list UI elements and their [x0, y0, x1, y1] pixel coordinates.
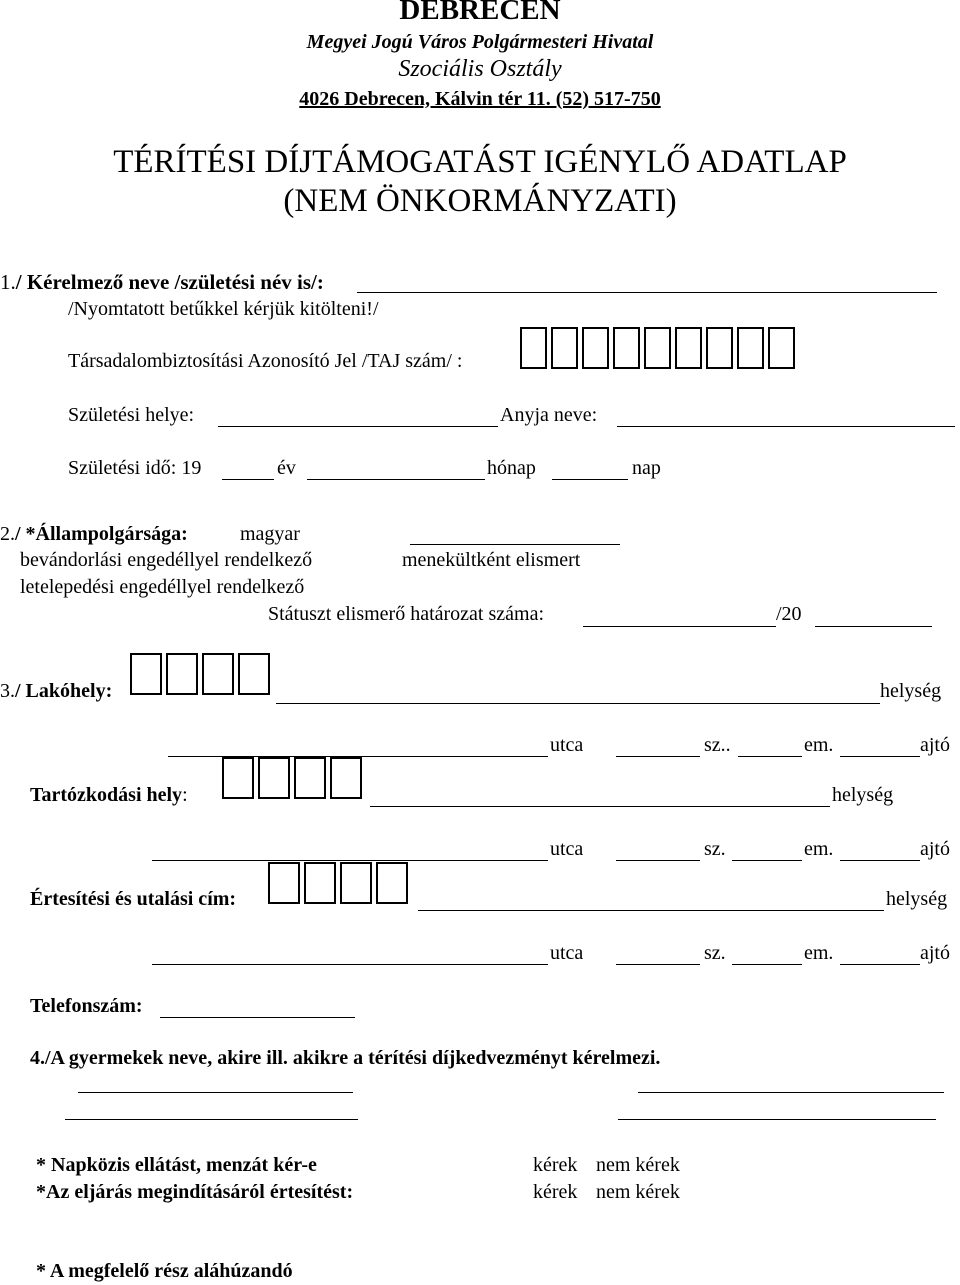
stay-street-line[interactable]: [152, 860, 548, 861]
postcode-digit-box[interactable]: [304, 862, 336, 904]
child-name-line-3[interactable]: [65, 1119, 358, 1120]
children-heading: 4./A gyermekek neve, akire ill. akikre a térítési díjkedvezményt kérelmezi.: [30, 1047, 661, 1069]
postcode-digit-box[interactable]: [340, 862, 372, 904]
stay-door-label: ajtó: [920, 838, 950, 860]
child-name-line-2[interactable]: [638, 1092, 944, 1093]
residence-number-label: sz..: [704, 734, 731, 756]
stay-floor-line[interactable]: [732, 860, 802, 861]
postcode-digit-box[interactable]: [238, 653, 270, 695]
citizenship-line[interactable]: [410, 544, 620, 545]
day-label: nap: [632, 457, 661, 479]
mother-name-label: Anyja neve:: [500, 404, 598, 426]
child-name-line-4[interactable]: [618, 1119, 936, 1120]
option-settled[interactable]: letelepedési engedéllyel rendelkező: [20, 576, 305, 598]
notify-town-line[interactable]: [418, 910, 884, 911]
citizenship-label: / *Állampolgársága:: [15, 523, 188, 545]
stay-floor-label: em.: [804, 838, 834, 860]
form-title-line2: (NEM ÖNKORMÁNYZATI): [283, 183, 677, 219]
residence-floor-label: em.: [804, 734, 834, 756]
notify-street-label: utca: [550, 942, 584, 964]
notify-no-option[interactable]: nem kérek: [596, 1181, 680, 1203]
birthdate-label: Születési idő: 19: [68, 457, 202, 479]
postcode-digit-box[interactable]: [294, 757, 326, 799]
taj-digit-box[interactable]: [582, 327, 609, 369]
birth-year-line[interactable]: [222, 479, 274, 480]
footnote: * A megfelelő rész aláhúzandó: [36, 1260, 293, 1282]
notify-town-label: helység: [886, 888, 948, 910]
notify-floor-label: em.: [804, 942, 834, 964]
notify-door-line[interactable]: [840, 964, 920, 965]
phone-line[interactable]: [160, 1017, 355, 1018]
residence-street-label: utca: [550, 734, 584, 756]
taj-digit-box[interactable]: [706, 327, 733, 369]
stay-town-label: helység: [832, 784, 894, 806]
year-label: év: [277, 457, 296, 479]
status-year-label: /20: [776, 603, 802, 625]
child-name-line-1[interactable]: [78, 1092, 353, 1093]
postcode-digit-box[interactable]: [130, 653, 162, 695]
status-decision-label: Státuszt elismerő határozat száma:: [268, 603, 545, 625]
postcode-digit-box[interactable]: [222, 757, 254, 799]
option-refugee[interactable]: menekültként elismert: [402, 549, 581, 571]
header-address: 4026 Debrecen, Kálvin tér 11. (52) 517-750: [299, 88, 661, 110]
birthplace-label: Születési helye:: [68, 404, 195, 426]
print-note: /Nyomtatott betűkkel kérjük kitölteni!/: [68, 298, 379, 320]
option-immigrant[interactable]: bevándorlási engedéllyel rendelkező: [20, 549, 313, 571]
birth-day-line[interactable]: [552, 479, 628, 480]
postcode-digit-box[interactable]: [268, 862, 300, 904]
notify-number-line[interactable]: [616, 964, 700, 965]
lunch-no-option[interactable]: nem kérek: [596, 1154, 680, 1176]
taj-digit-box[interactable]: [520, 327, 547, 369]
option-hungarian[interactable]: magyar: [240, 523, 300, 545]
applicant-name-line[interactable]: [357, 292, 937, 293]
stay-town-line[interactable]: [370, 806, 830, 807]
status-year-line[interactable]: [815, 626, 932, 627]
notify-number-label: sz.: [704, 942, 726, 964]
section3-header: [0, 680, 112, 703]
taj-digit-box[interactable]: [737, 327, 764, 369]
stay-address-colon: :: [182, 784, 188, 806]
section1-number: 1.: [0, 270, 16, 294]
header-city: DEBRECEN: [399, 0, 561, 26]
header-office: Megyei Jogú Város Polgármesteri Hivatal: [306, 31, 654, 53]
taj-digit-box[interactable]: [675, 327, 702, 369]
residence-town-label: helység: [880, 680, 942, 702]
section2-number: 2.: [0, 523, 15, 545]
notify-address-label: Értesítési és utalási cím:: [30, 888, 237, 910]
stay-street-label: utca: [550, 838, 584, 860]
section3-number: 3.: [0, 680, 15, 702]
notify-yes-option[interactable]: kérek: [533, 1181, 578, 1203]
phone-label: Telefonszám:: [30, 995, 143, 1017]
taj-digit-box[interactable]: [768, 327, 795, 369]
residence-label: / Lakóhely:: [15, 680, 113, 702]
notify-request-label: *Az eljárás megindításáról értesítést:: [36, 1181, 354, 1203]
header-department: Szociális Osztály: [398, 56, 562, 82]
section2-header: [0, 523, 188, 546]
stay-address-heading: [30, 784, 188, 807]
taj-digit-box[interactable]: [644, 327, 671, 369]
birth-month-line[interactable]: [307, 479, 485, 480]
residence-door-label: ajtó: [920, 734, 950, 756]
lunch-request-label: * Napközis ellátást, menzát kér-e: [36, 1154, 317, 1176]
residence-number-line[interactable]: [616, 756, 700, 757]
stay-number-label: sz.: [704, 838, 726, 860]
residence-door-line[interactable]: [840, 756, 920, 757]
month-label: hónap: [487, 457, 536, 479]
residence-town-line[interactable]: [276, 703, 880, 704]
postcode-digit-box[interactable]: [202, 653, 234, 695]
stay-door-line[interactable]: [840, 860, 920, 861]
applicant-name-label: / Kérelmező neve /születési név is/:: [15, 270, 324, 294]
postcode-digit-box[interactable]: [376, 862, 408, 904]
notify-street-line[interactable]: [152, 964, 548, 965]
section1-header: [0, 270, 324, 295]
taj-digit-box[interactable]: [613, 327, 640, 369]
stay-address-label: Tartózkodási hely: [30, 784, 183, 806]
form-title-line1: TÉRÍTÉSI DÍJTÁMOGATÁST IGÉNYLŐ ADATLAP: [113, 144, 847, 180]
lunch-yes-option[interactable]: kérek: [533, 1154, 578, 1176]
notify-floor-line[interactable]: [732, 964, 802, 965]
postcode-digit-box[interactable]: [166, 653, 198, 695]
birthplace-line[interactable]: [218, 426, 498, 427]
postcode-digit-box[interactable]: [330, 757, 362, 799]
stay-number-line[interactable]: [616, 860, 700, 861]
notify-door-label: ajtó: [920, 942, 950, 964]
status-number-line[interactable]: [583, 626, 776, 627]
residence-floor-line[interactable]: [738, 756, 802, 757]
taj-digit-box[interactable]: [551, 327, 578, 369]
postcode-digit-box[interactable]: [258, 757, 290, 799]
taj-label: Társadalombiztosítási Azonosító Jel /TAJ szám/ :: [68, 350, 463, 372]
mother-name-line[interactable]: [617, 426, 955, 427]
